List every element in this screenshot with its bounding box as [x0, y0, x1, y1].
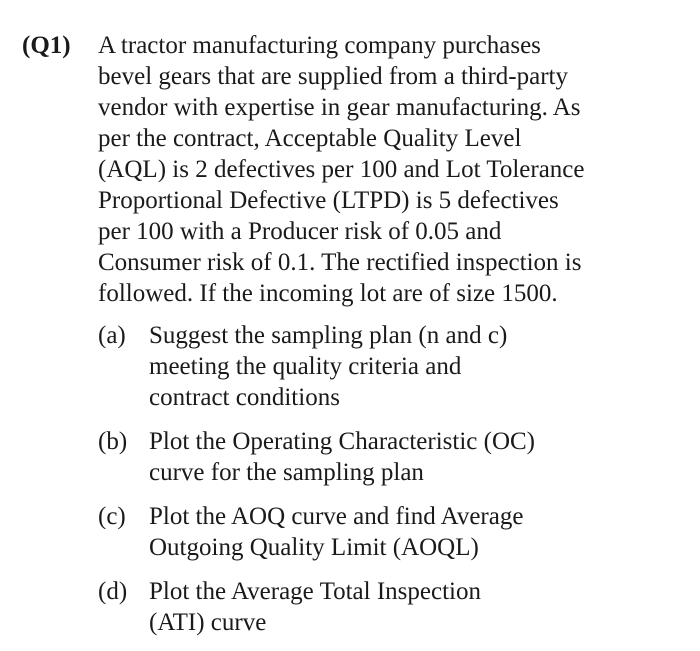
- subquestion-line: (ATI) curve: [149, 609, 267, 636]
- subquestion-text: [149, 320, 688, 413]
- question-line: A tractor manufacturing company purchases: [98, 32, 541, 59]
- question-line: per the contract, Acceptable Quality Level: [98, 125, 522, 152]
- subquestion-list: [98, 320, 688, 651]
- subquestion-text: [149, 501, 688, 563]
- subquestion-line: curve for the sampling plan: [149, 459, 424, 486]
- subquestion-letter: (c): [98, 503, 126, 530]
- subquestion-line: Plot the Average Total Inspection: [149, 578, 481, 605]
- subquestion-d: [98, 576, 688, 638]
- subquestion-line: meeting the quality criteria and: [149, 353, 462, 380]
- question-line: (AQL) is 2 defectives per 100 and Lot Tolerance: [98, 156, 585, 183]
- subquestion-line: contract conditions: [149, 384, 340, 411]
- subquestion-b: [98, 426, 688, 488]
- question-text: [98, 30, 688, 309]
- question-line: bevel gears that are supplied from a third-party: [98, 63, 568, 90]
- subquestion-c: [98, 501, 688, 563]
- subquestion-line: Outgoing Quality Limit (AOQL): [149, 534, 479, 561]
- question-line: Proportional Defective (LTPD) is 5 defectives: [98, 187, 559, 214]
- subquestion-line: Suggest the sampling plan (n and c): [149, 322, 508, 349]
- question-line: Consumer risk of 0.1. The rectified inspection is: [98, 249, 582, 276]
- question-line: followed. If the incoming lot are of size 1500.: [98, 280, 558, 307]
- question-line: per 100 with a Producer risk of 0.05 and: [98, 218, 502, 245]
- subquestion-letter: (d): [98, 578, 128, 605]
- subquestion-line: Plot the AOQ curve and find Average: [149, 503, 524, 530]
- subquestion-line: Plot the Operating Characteristic (OC): [149, 428, 535, 455]
- subquestion-text: [149, 426, 688, 488]
- subquestion-a: [98, 320, 688, 413]
- subquestion-letter: (b): [98, 428, 128, 455]
- question-line: vendor with expertise in gear manufacturing. As: [98, 94, 581, 121]
- subquestion-text: [149, 576, 688, 638]
- question-number: (Q1): [22, 32, 71, 59]
- subquestion-letter: (a): [98, 322, 126, 349]
